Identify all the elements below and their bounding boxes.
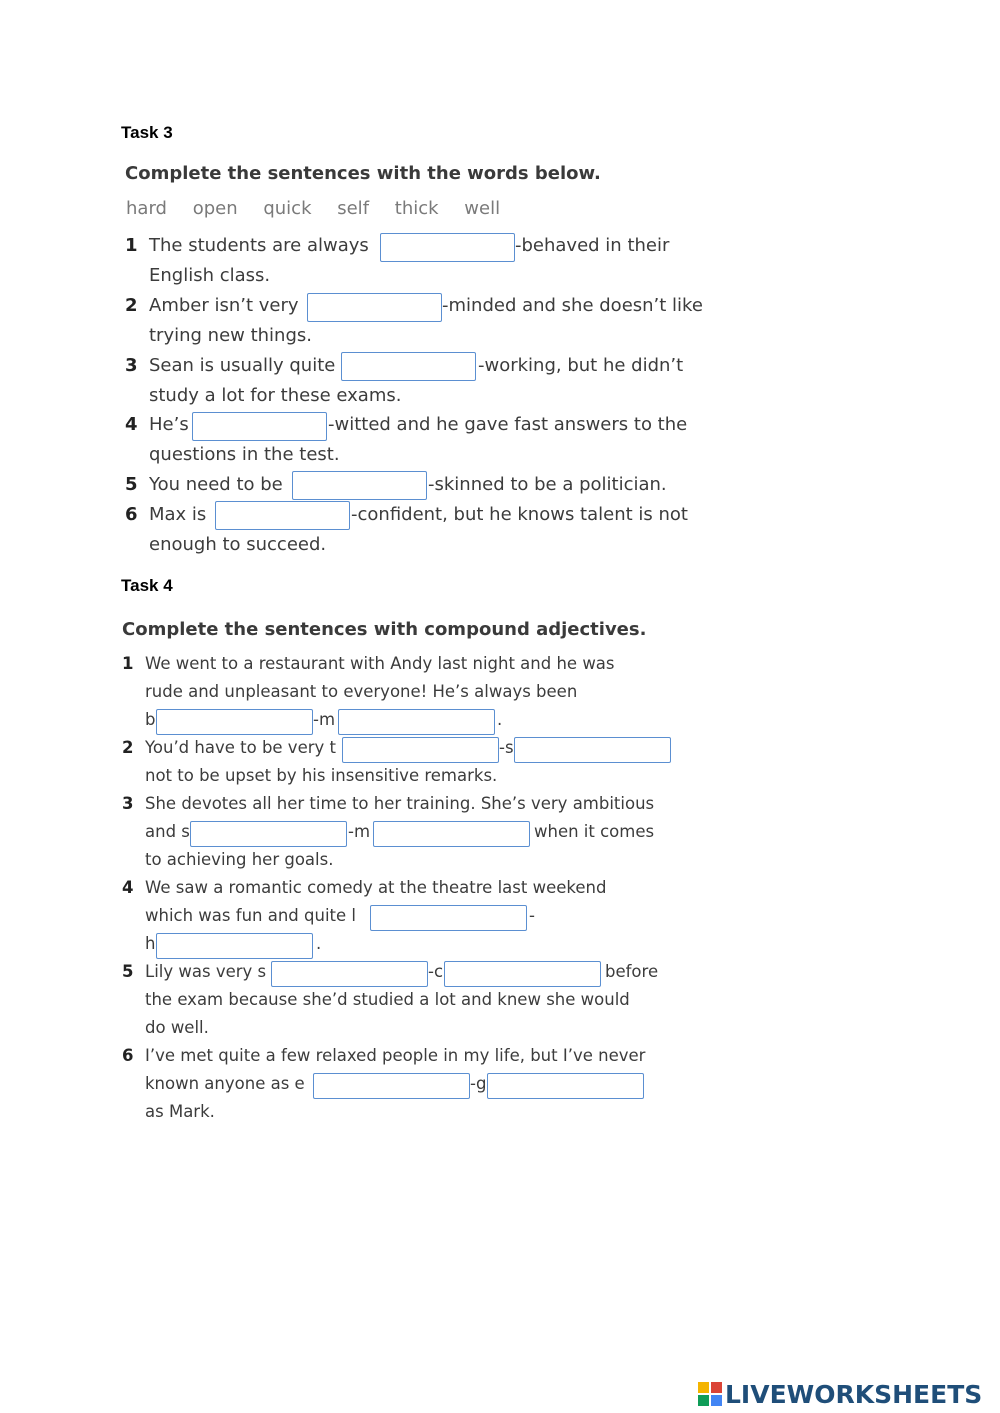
sentence-text: -skinned to be a politician. <box>428 474 667 495</box>
task3-title: Task 3 <box>121 123 173 142</box>
sentence-text: . <box>497 710 503 729</box>
sentence-text: - <box>529 906 535 925</box>
answer-input-t3-5[interactable] <box>292 471 427 500</box>
item-number: 2 <box>125 295 138 316</box>
answer-input-t3-4[interactable] <box>192 412 327 441</box>
item-number: 1 <box>125 235 138 256</box>
sentence-text: -m <box>348 822 371 841</box>
sentence-text: Lily was very s <box>145 962 267 981</box>
answer-input-t4-4a[interactable] <box>370 905 527 931</box>
task4-instruction: Complete the sentences with compound adjectives. <box>122 619 647 640</box>
sentence-text: to achieving her goals. <box>145 850 334 869</box>
item-number: 6 <box>122 1046 134 1065</box>
sentence-text: and s <box>145 822 190 841</box>
answer-input-t4-1a[interactable] <box>156 709 313 735</box>
sentence-text: rude and unpleasant to everyone! He’s always been <box>145 682 578 701</box>
item-number: 4 <box>122 878 134 897</box>
item-number: 5 <box>122 962 134 981</box>
sentence-text: He’s <box>149 414 189 435</box>
answer-input-t4-6a[interactable] <box>313 1073 470 1099</box>
sentence-text: -confident, but he knows talent is not <box>351 504 688 525</box>
sentence-text: You’d have to be very t <box>145 738 336 757</box>
item-number: 6 <box>125 504 138 525</box>
answer-input-t3-3[interactable] <box>341 352 476 381</box>
answer-input-t4-5a[interactable] <box>271 961 428 987</box>
answer-input-t4-2b[interactable] <box>514 737 671 763</box>
sentence-text: the exam because she’d studied a lot and knew she would <box>145 990 630 1009</box>
sentence-text: English class. <box>149 265 271 286</box>
sentence-text: when it comes <box>534 822 655 841</box>
sentence-text: The students are always <box>149 235 369 256</box>
answer-input-t3-6[interactable] <box>215 501 350 530</box>
word-bank-item: well <box>464 198 501 219</box>
answer-input-t4-4b[interactable] <box>156 933 313 959</box>
word-bank-item: quick <box>263 198 312 219</box>
sentence-text: -g <box>470 1074 487 1093</box>
sentence-text: which was fun and quite l <box>145 906 356 925</box>
sentence-text: do well. <box>145 1018 209 1037</box>
sentence-text: enough to succeed. <box>149 534 327 555</box>
sentence-text: as Mark. <box>145 1102 215 1121</box>
answer-input-t4-3a[interactable] <box>190 821 347 847</box>
answer-input-t4-5b[interactable] <box>444 961 601 987</box>
word-bank-item: hard <box>126 198 167 219</box>
sentence-text: -minded and she doesn’t like <box>442 295 703 316</box>
sentence-text: She devotes all her time to her training. She’s very ambitious <box>145 794 655 813</box>
answer-input-t4-3b[interactable] <box>373 821 530 847</box>
item-number: 4 <box>125 414 138 435</box>
sentence-text: -s <box>499 738 514 757</box>
sentence-text: Sean is usually quite <box>149 355 336 376</box>
word-bank-item: self <box>337 198 370 219</box>
liveworksheets-logo <box>698 1376 982 1412</box>
item-number: 2 <box>122 738 134 757</box>
sentence-text: -witted and he gave fast answers to the <box>328 414 688 435</box>
sentence-text: not to be upset by his insensitive remarks. <box>145 766 498 785</box>
sentence-text: Max is <box>149 504 207 525</box>
word-bank-item: thick <box>394 198 439 219</box>
answer-input-t3-1[interactable] <box>380 233 515 262</box>
sentence-text: -m <box>313 710 336 729</box>
sentence-text: h <box>145 934 156 953</box>
answer-input-t4-6b[interactable] <box>487 1073 644 1099</box>
sentence-text: We went to a restaurant with Andy last night and he was <box>145 654 615 673</box>
item-number: 5 <box>125 474 138 495</box>
sentence-text: . <box>316 934 322 953</box>
sentence-text: -c <box>428 962 444 981</box>
task3-instruction: Complete the sentences with the words below. <box>125 163 601 184</box>
sentence-text: -working, but he didn’t <box>478 355 684 376</box>
answer-input-t4-2a[interactable] <box>342 737 499 763</box>
sentence-text: -behaved in their <box>515 235 670 256</box>
word-bank <box>126 198 520 219</box>
task4-title: Task 4 <box>121 576 173 595</box>
word-bank-item: open <box>192 198 238 219</box>
sentence-text: trying new things. <box>149 325 312 346</box>
sentence-text: known anyone as e <box>145 1074 305 1093</box>
item-number: 3 <box>122 794 134 813</box>
sentence-text: I’ve met quite a few relaxed people in my life, but I’ve never <box>145 1046 646 1065</box>
sentence-text: study a lot for these exams. <box>149 385 402 406</box>
sentence-text: b <box>145 710 156 729</box>
answer-input-t3-2[interactable] <box>307 293 442 322</box>
logo-text: LIVEWORKSHEETS <box>725 1379 983 1409</box>
sentence-text: before <box>605 962 659 981</box>
sentence-text: You need to be <box>149 474 283 495</box>
sentence-text: Amber isn’t very <box>149 295 299 316</box>
item-number: 1 <box>122 654 134 673</box>
sentence-text: questions in the test. <box>149 444 340 465</box>
answer-input-t4-1b[interactable] <box>338 709 495 735</box>
logo-grid-icon <box>698 1382 722 1406</box>
item-number: 3 <box>125 355 138 376</box>
sentence-text: We saw a romantic comedy at the theatre last weekend <box>145 878 607 897</box>
